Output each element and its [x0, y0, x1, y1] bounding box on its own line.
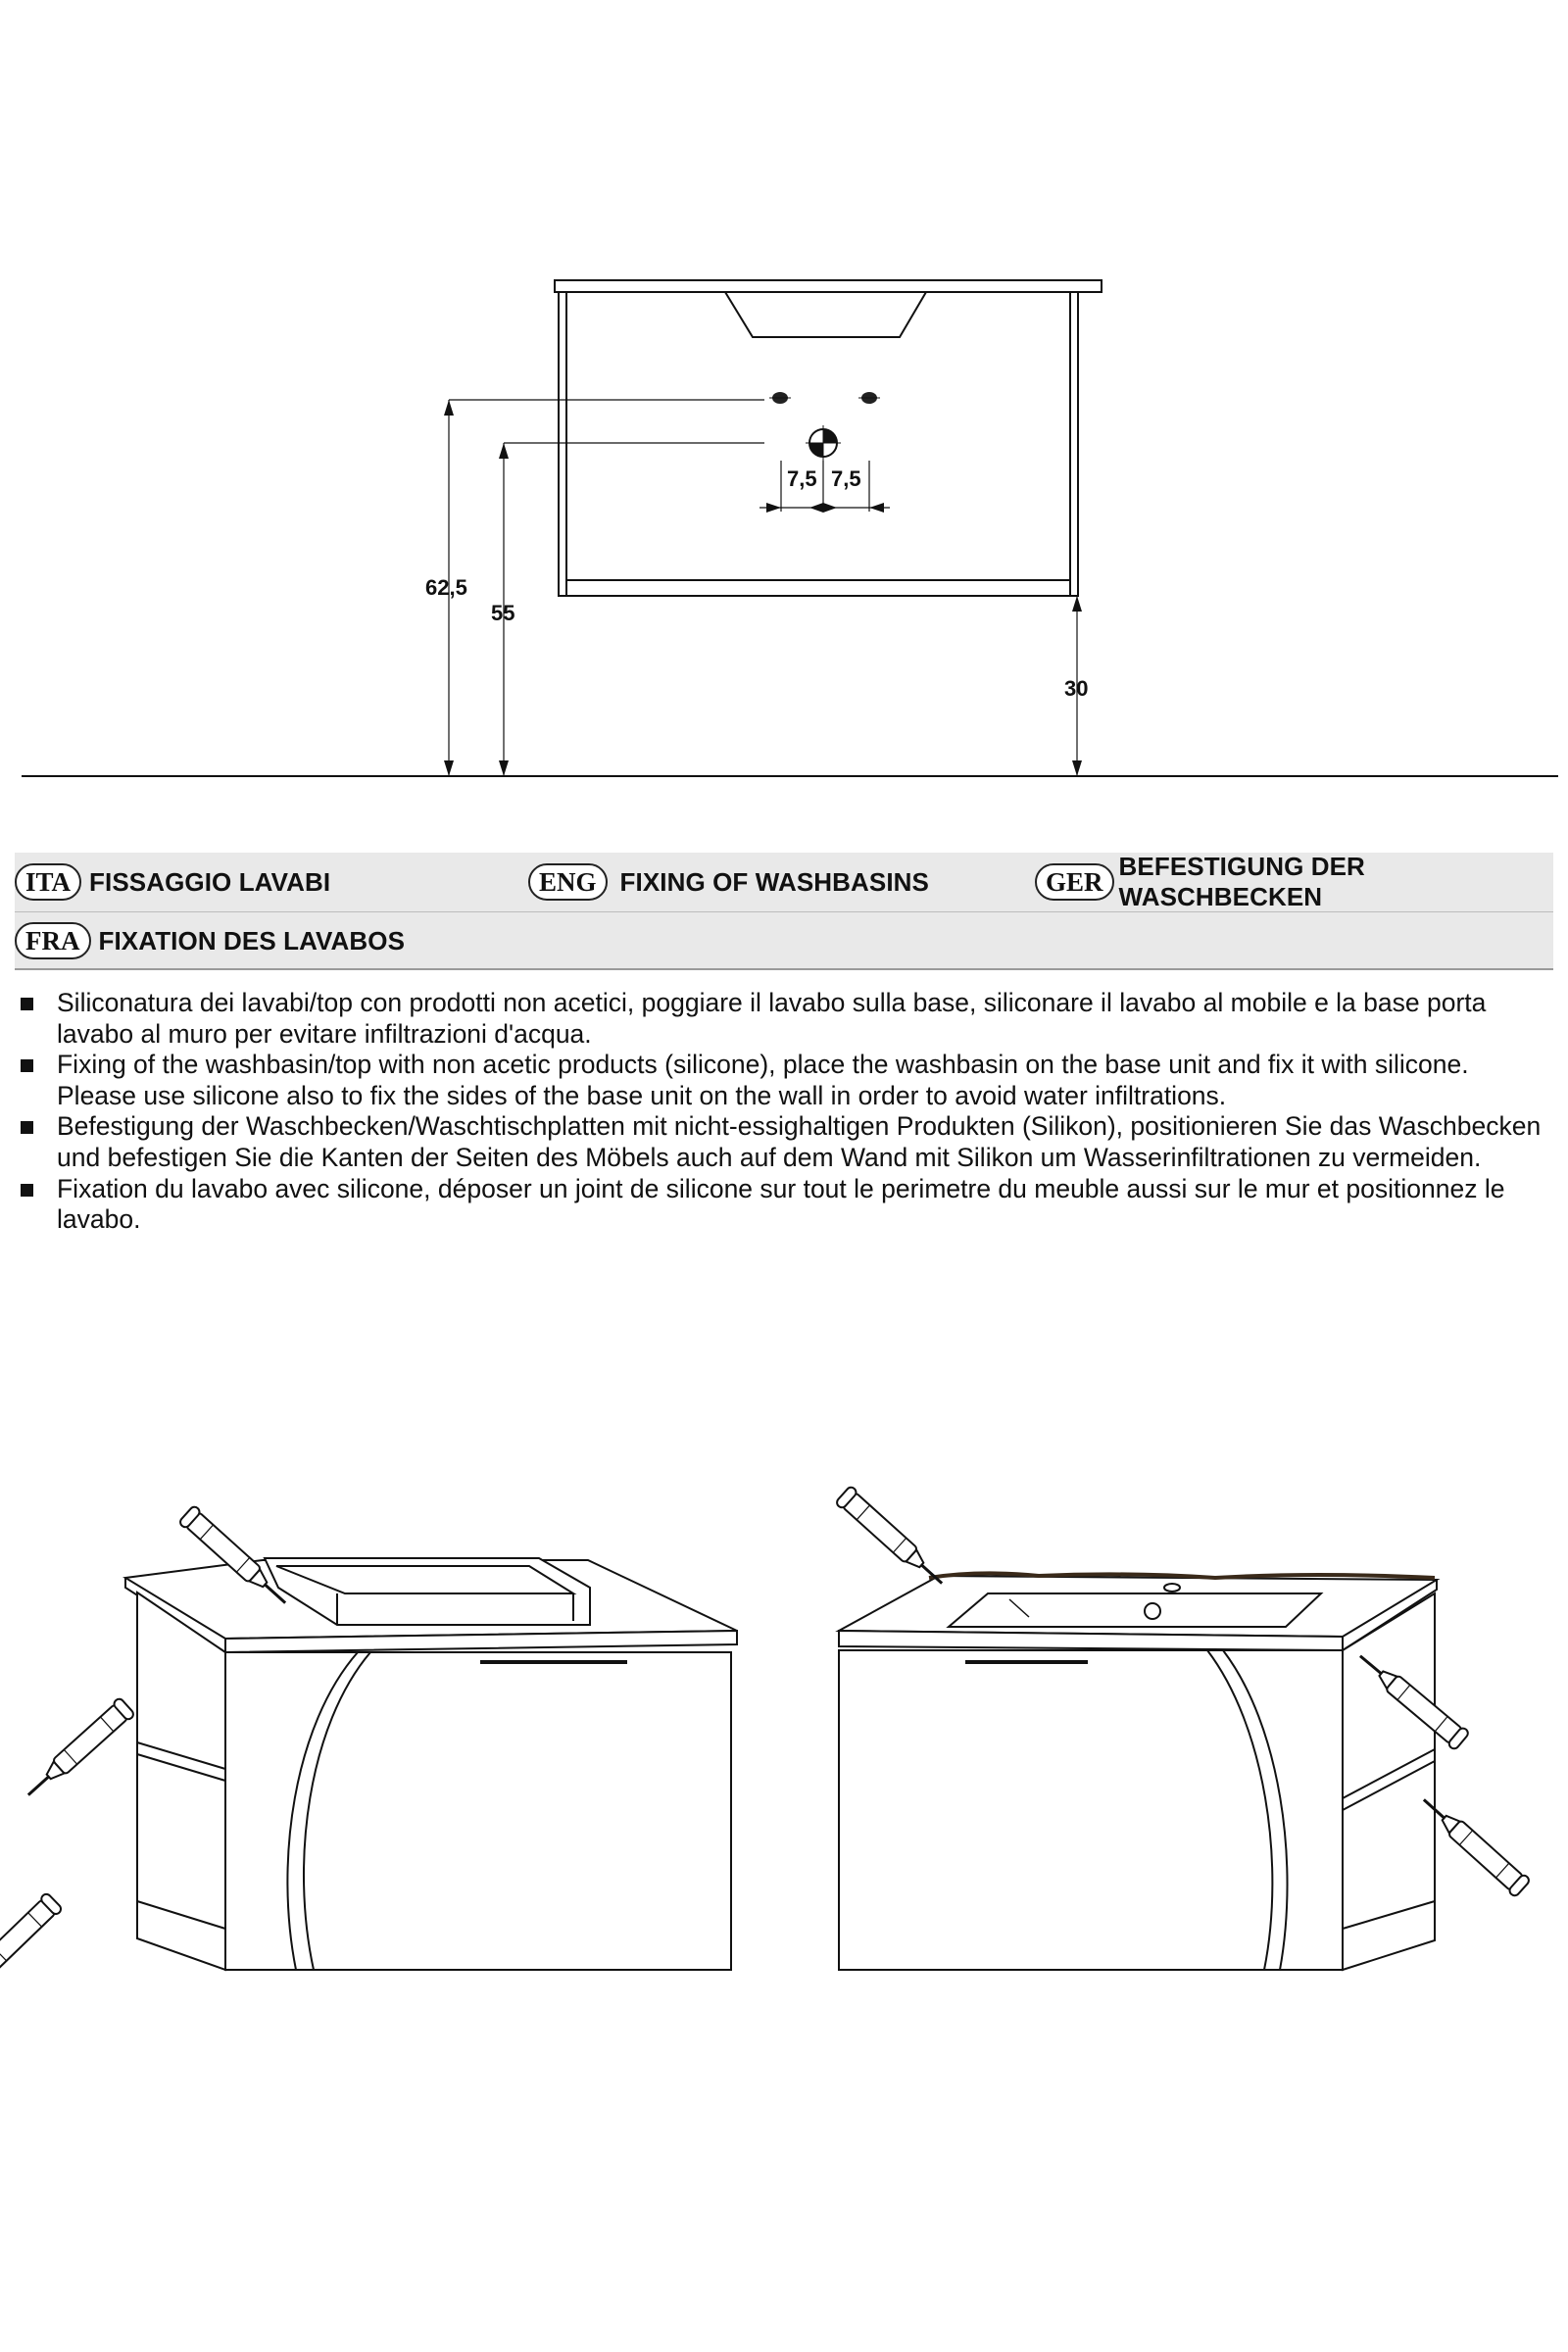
tap-hole-right: [858, 392, 880, 404]
lang-tag-ger: GER: [1035, 863, 1114, 901]
drain-center-symbol: [806, 425, 841, 461]
title-eng: FIXING OF WASHBASINS: [619, 866, 929, 897]
countertop-outline: [555, 280, 1102, 292]
cabinet-right-illustration: [839, 1576, 1437, 1970]
instruction-text: Siliconatura dei lavabi/top con prodotti non acetici, poggiare il lavabo sulla base, siliconare il lavabo al mobile e la base porta lavabo al muro per evitare infiltrazioni d'acqua.: [57, 988, 1487, 1049]
lang-tag-eng: ENG: [528, 863, 608, 901]
title-fra: FIXATION DES LAVABOS: [98, 925, 406, 956]
header-eng: [528, 855, 929, 909]
instruction-item-ita: [15, 988, 1553, 1050]
bullet-square-icon: [21, 1184, 33, 1197]
dim-pipe-offset-left: 7,5: [787, 466, 817, 491]
title-ita: FISSAGGIO LAVABI: [89, 866, 331, 897]
lang-tag-fra: FRA: [15, 922, 91, 959]
instruction-text: Fixing of the washbasin/top with non acetic products (silicone), place the washbasin on the base unit and fix it with silicone. Please use silicone also to fix the sides of the base unit on the wall in order to avoid water infiltrations.: [57, 1050, 1469, 1110]
instruction-item-ger: [15, 1111, 1553, 1173]
cabinet-left-illustration: [125, 1558, 737, 1970]
tap-hole-left: [769, 392, 791, 404]
instruction-list: [15, 988, 1553, 1236]
basin-opening: [725, 292, 926, 337]
silicone-application-illustrations: [0, 1450, 1568, 1999]
instruction-text: Fixation du lavabo avec silicone, déposer un joint de silicone sur tout le perimetre du meuble aussi sur le mur et positionnez le lavabo.: [57, 1173, 1505, 1235]
dim-drain-height: 55: [491, 601, 515, 625]
lang-tag-ita: ITA: [15, 863, 81, 901]
dim-cabinet-height: 30: [1064, 676, 1089, 701]
header-ita: [15, 855, 330, 909]
bullet-square-icon: [21, 998, 33, 1010]
instruction-item-eng: [15, 1050, 1553, 1111]
header-fra: [15, 913, 405, 968]
installation-dimension-drawing: [0, 0, 1568, 804]
instruction-item-fra: [15, 1174, 1553, 1236]
bullet-square-icon: [21, 1059, 33, 1072]
dim-pipe-offset-right: 7,5: [831, 466, 861, 491]
title-ger: BEFESTIGUNG DER WASCHBECKEN: [1118, 852, 1365, 911]
dim-tap-holes-height: 62,5: [425, 575, 467, 600]
instruction-text: Befestigung der Waschbecken/Waschtischplatten mit nicht-essighaltigen Produkten (Silikon), positionieren Sie das Waschbecken und befestigen Sie die Kanten der Seiten des Möbels auch auf dem Wand mit Silikon um Wasserinfiltrationen zu vermeiden.: [57, 1111, 1542, 1172]
header-ger: [1035, 852, 1568, 911]
bullet-square-icon: [21, 1121, 33, 1134]
